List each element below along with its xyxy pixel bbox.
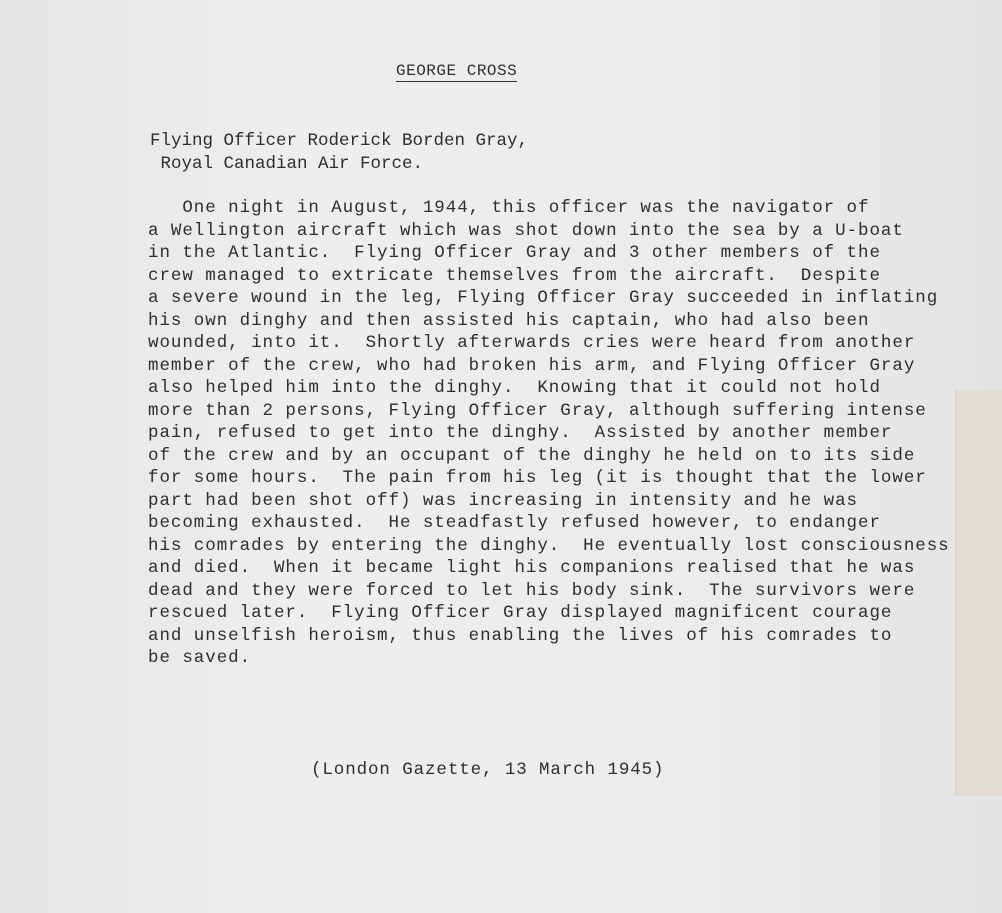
citation-line: a Wellington aircraft which was shot down into the sea by a U-boat xyxy=(148,220,904,241)
citation-line: pain, refused to get into the dinghy. Assisted by another member xyxy=(148,423,893,443)
recipient-block xyxy=(150,130,528,175)
citation-line: and unselfish heroism, thus enabling the lives of his comrades to xyxy=(148,625,893,646)
citation-line: dead and they were forced to let his body sink. The survivors were xyxy=(148,580,916,601)
paper-edge-strip xyxy=(955,390,1002,796)
citation-line: for some hours. The pain from his leg (it is thought that the lower xyxy=(148,468,927,488)
citation-line: of the crew and by an occupant of the dinghy he held on to its side xyxy=(148,445,916,466)
citation-line: and died. When it became light his companions realised that he was xyxy=(148,558,916,578)
citation-line: part had been shot off) was increasing in intensity and he was xyxy=(148,490,859,511)
citation-line: a severe wound in the leg, Flying Officer Gray succeeded in inflating xyxy=(148,288,939,308)
source-citation: (London Gazette, 13 March 1945) xyxy=(311,760,665,780)
citation-line: more than 2 persons, Flying Officer Gray, although suffering intense xyxy=(148,400,927,421)
citation-line: rescued later. Flying Officer Gray displayed magnificent courage xyxy=(148,603,893,623)
citation-line: member of the crew, who had broken his arm, and Flying Officer Gray xyxy=(148,355,916,376)
citation-line: One night in August, 1944, this officer was the navigator of xyxy=(148,198,870,218)
citation-line: in the Atlantic. Flying Officer Gray and 3 other members of the xyxy=(148,243,881,263)
citation-line: his comrades by entering the dinghy. He eventually lost consciousness xyxy=(148,535,950,556)
citation-line: be saved. xyxy=(148,648,252,668)
recipient-name: Flying Officer Roderick Borden Gray, xyxy=(150,131,529,151)
citation-line: becoming exhausted. He steadfastly refused however, to endanger xyxy=(148,513,881,533)
citation-line: also helped him into the dinghy. Knowing that it could not hold xyxy=(148,378,881,398)
citation-line: his own dinghy and then assisted his captain, who had also been xyxy=(148,310,870,331)
recipient-unit: Royal Canadian Air Force. xyxy=(150,153,424,174)
citation-line: wounded, into it. Shortly afterwards cries were heard from another xyxy=(148,333,916,353)
document-title: GEORGE CROSS xyxy=(396,62,518,80)
citation-text xyxy=(148,197,950,670)
citation-line: crew managed to extricate themselves from the aircraft. Despite xyxy=(148,265,881,286)
